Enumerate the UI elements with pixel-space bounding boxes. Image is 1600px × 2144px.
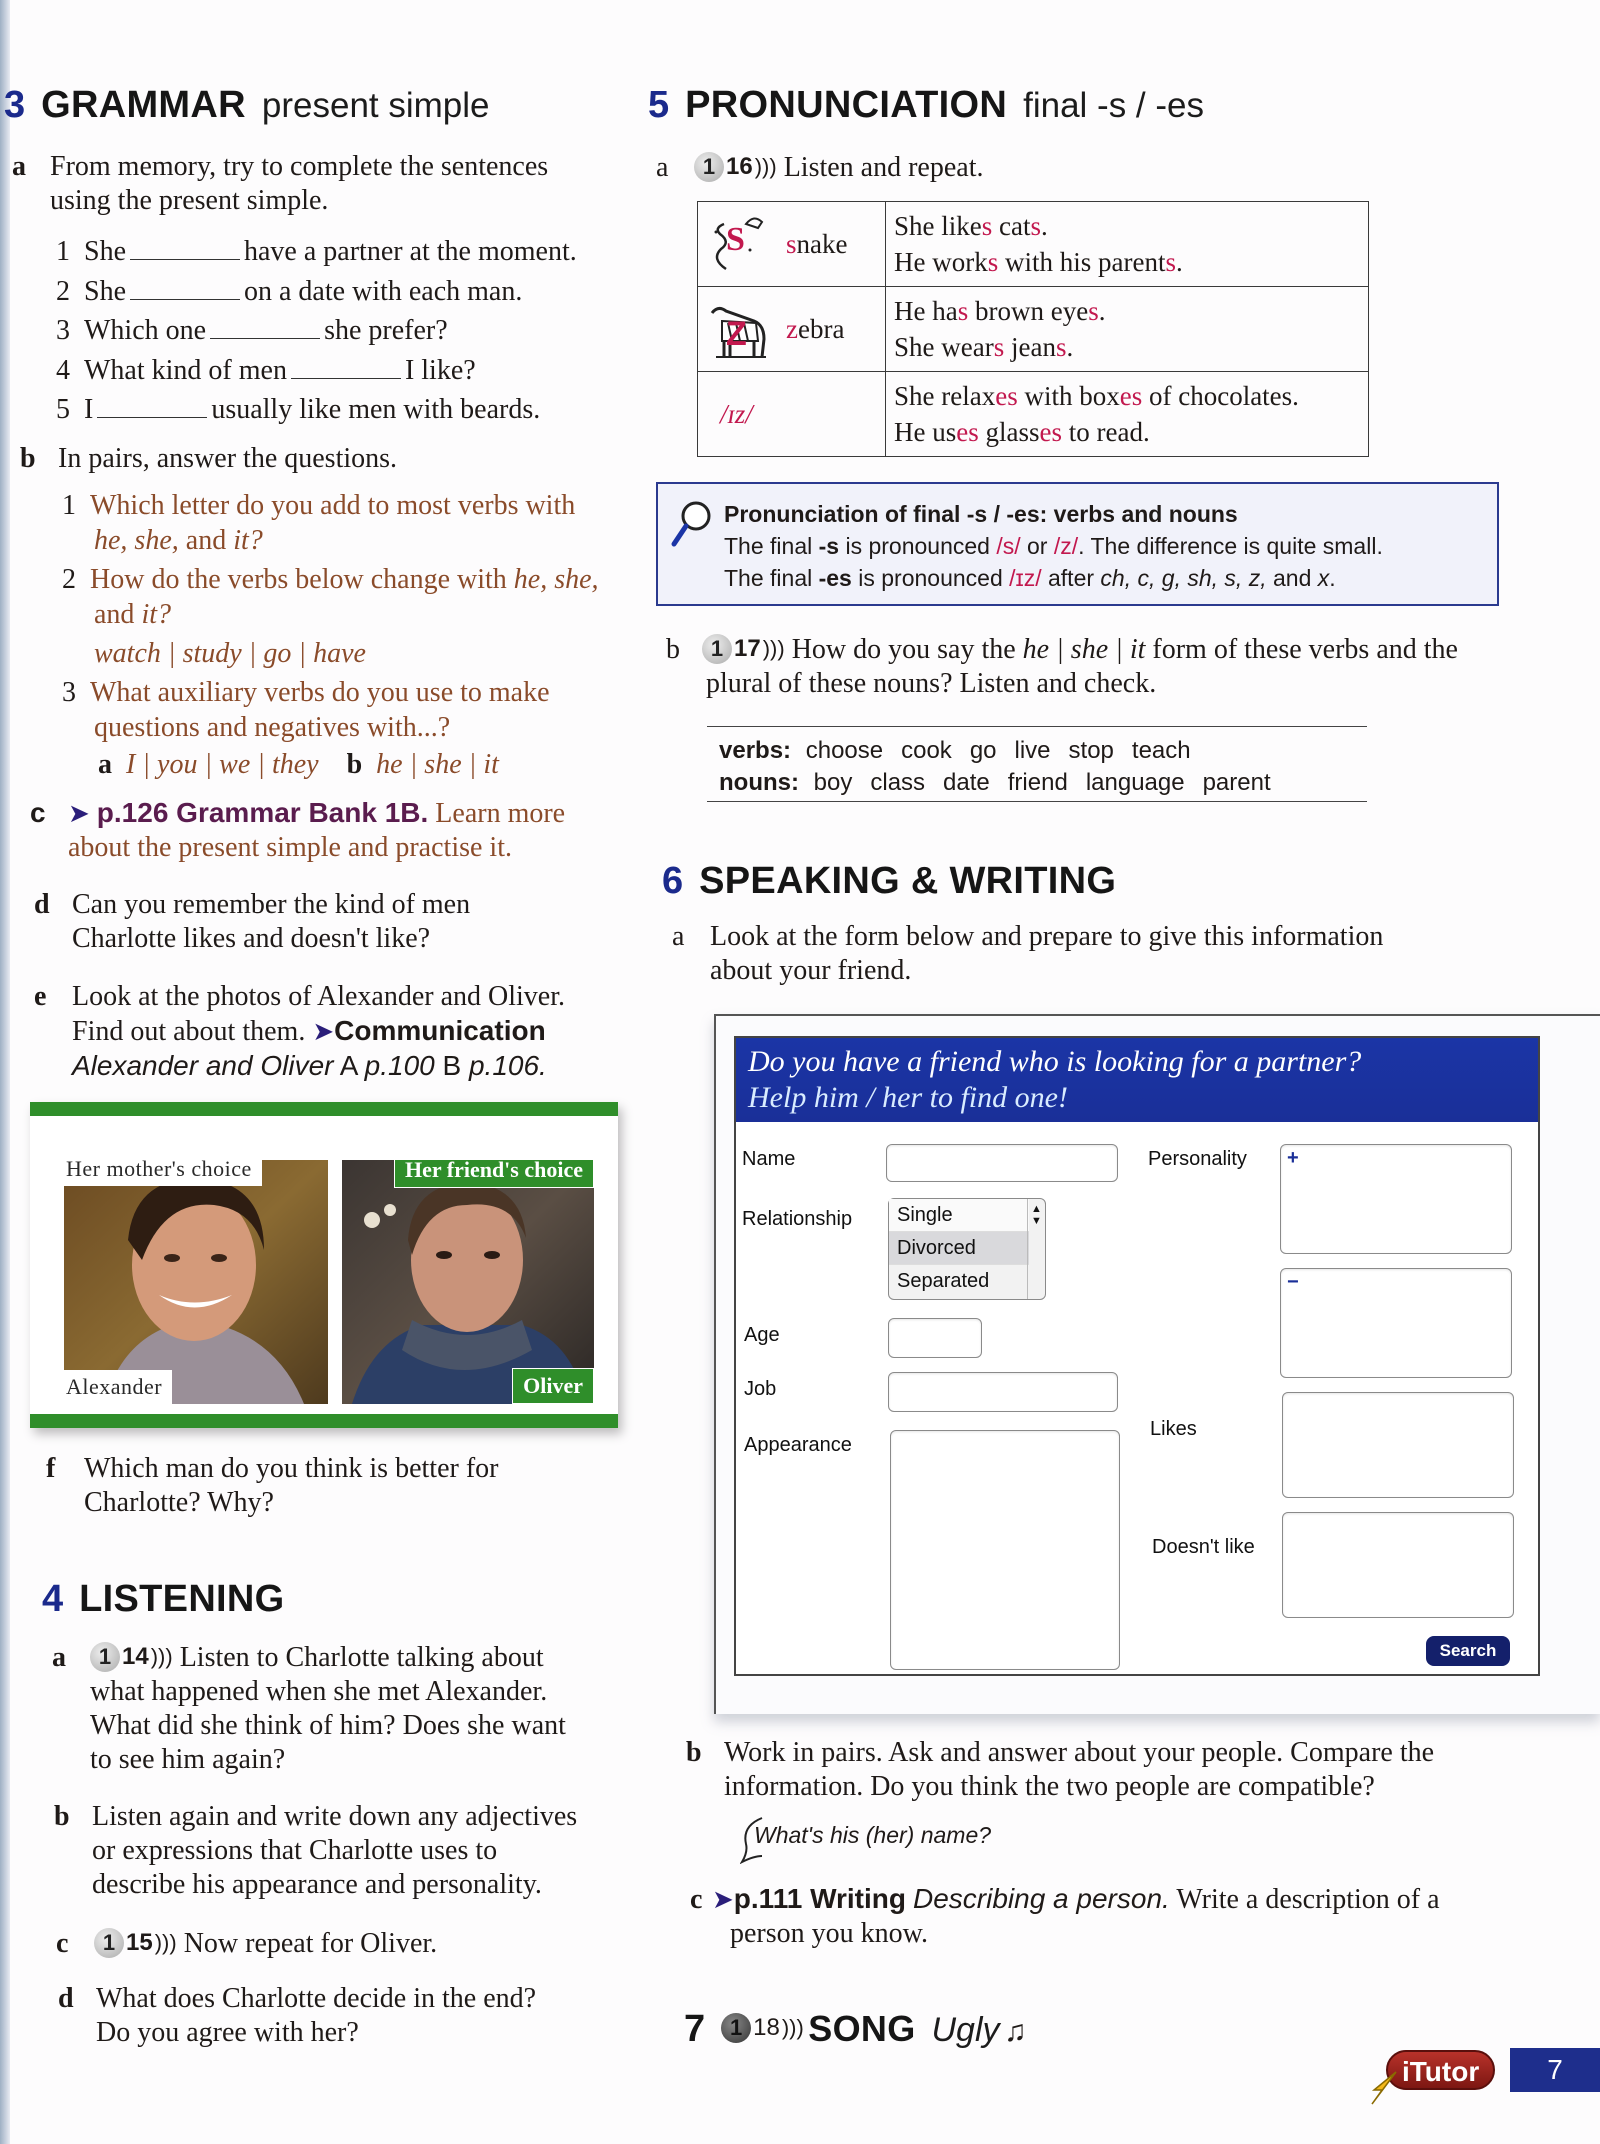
- cd-icon: 1: [90, 1642, 120, 1672]
- example-sentence: She relaxes with boxes of chocolates.: [894, 381, 1299, 411]
- photo-card: [30, 1102, 618, 1428]
- photo-caption: Her friend's choice: [394, 1160, 594, 1188]
- writing-link[interactable]: p.111 Writing: [733, 1883, 906, 1914]
- sound-icon: ))): [781, 2015, 804, 2040]
- answer-blank[interactable]: [97, 417, 207, 418]
- age-field[interactable]: [888, 1318, 982, 1358]
- photo-name: Alexander: [64, 1370, 172, 1404]
- photo-name: Oliver: [512, 1368, 594, 1404]
- cd-icon: 1: [702, 634, 732, 664]
- instruction: In pairs, answer the questions.: [58, 443, 398, 474]
- minus-icon: −: [1287, 1271, 1299, 1293]
- table-row: [698, 372, 1369, 457]
- appearance-field[interactable]: [890, 1430, 1120, 1670]
- audio-track-button[interactable]: 1 15))): [94, 1926, 177, 1960]
- arrow-icon: ➤: [712, 1885, 734, 1914]
- job-field[interactable]: [888, 1372, 1118, 1412]
- name-field[interactable]: [886, 1144, 1118, 1182]
- listening-c: c 1 15))) Now repeat for Oliver.: [56, 1928, 438, 1959]
- speaking-heading: 6 SPEAKING & WRITING: [662, 860, 1117, 902]
- green-bar: [30, 1102, 618, 1116]
- section-number: 3: [4, 84, 26, 126]
- grammar-b-questions: 1 Which letter do you add to most verbs with he, she, and it? 2 How do the verbs below change with he, she, and it? watch | study | go | have 3 What auxiliary verbs do you use to make questions and negatives with...? a I | you | we | they b he | she | it: [62, 488, 622, 782]
- option-divorced[interactable]: Divorced: [889, 1232, 1029, 1265]
- cd-icon: 1: [721, 2013, 751, 2043]
- pronunciation-b: b 1 17))) How do you say the he | she | it form of these verbs and the plural of these nouns? Listen and check.: [666, 634, 1458, 699]
- rule-line: The final -es is pronounced /ɪz/ after ch, c, g, sh, s, z, and x.: [724, 565, 1336, 591]
- grammar-bank-link[interactable]: p.126 Grammar Bank 1B.: [96, 797, 429, 828]
- gap-fill-item: 1 She have a partner at the moment.: [56, 236, 577, 267]
- age-label: Age: [744, 1324, 780, 1346]
- search-button[interactable]: Search: [1426, 1636, 1510, 1666]
- section-title: GRAMMAR: [41, 84, 246, 126]
- table-row: S snake She likes cats. He works with his parents.: [698, 202, 1369, 287]
- itutor-badge[interactable]: iTutor: [1386, 2050, 1495, 2090]
- gap-fill-item: 2 She on a date with each man.: [56, 275, 523, 307]
- grammar-d: d Can you remember the kind of men Charlotte likes and doesn't like?: [34, 889, 471, 954]
- example-sentence: He works with his parents.: [894, 247, 1183, 277]
- word-list-box: [707, 726, 1367, 802]
- verbs-row: verbs: choose cook go live stop teach: [719, 737, 1191, 764]
- phonetic-symbol: /ɪz/: [720, 399, 753, 429]
- personality-positive-field[interactable]: [1280, 1144, 1512, 1254]
- pronunciation-a: a 1 16))) Listen and repeat.: [656, 152, 984, 183]
- rule-line: The final -s is pronounced /s/ or /z/. The difference is quite small.: [724, 533, 1383, 559]
- instruction: From memory, try to complete the sentences: [50, 151, 549, 182]
- speaking-c: c ➤p.111 Writing Describing a person. Write a description of a person you know.: [690, 1883, 1440, 1949]
- example-sentence: She likes cats.: [894, 211, 1048, 241]
- listening-a: a 1 14))) Listen to Charlotte talking about what happened when she met Alexander. What did she think of him? Does she want to see him again?: [52, 1642, 566, 1775]
- speech-bubble-icon: [740, 1816, 770, 1864]
- speech-bubble: What's his (her) name?: [754, 1822, 991, 1849]
- answer-blank[interactable]: [130, 259, 240, 260]
- svg-text:Z: Z: [726, 315, 747, 353]
- grammar-a: [12, 150, 612, 218]
- rule-title: Pronunciation of final -s / -es: verbs and nouns: [724, 501, 1238, 527]
- snake-icon: [706, 214, 772, 274]
- plus-icon: +: [1287, 1147, 1299, 1169]
- gap-fill-item: 4 What kind of men I like?: [56, 354, 476, 386]
- zebra-icon: [706, 299, 772, 359]
- arrow-icon: ➤: [68, 799, 90, 828]
- arrow-icon: ➤: [312, 1017, 335, 1046]
- cd-icon: 1: [94, 1928, 124, 1958]
- oliver-photo: [342, 1160, 594, 1404]
- grammar-f: f Which man do you think is better for Charlotte? Why?: [46, 1453, 499, 1518]
- sound-icon: ))): [150, 1644, 173, 1669]
- relationship-select[interactable]: [888, 1198, 1046, 1300]
- audio-track-button[interactable]: 1 14))): [90, 1640, 173, 1674]
- speaking-b: b Work in pairs. Ask and answer about your people. Compare the information. Do you think the two people are compatible?: [686, 1737, 1435, 1802]
- communication-link[interactable]: Communication: [334, 1015, 546, 1046]
- grammar-a-items: [56, 232, 616, 430]
- answer-blank[interactable]: [291, 378, 401, 379]
- partner-search-form: [734, 1036, 1540, 1676]
- pronunciation-rule-box: [656, 482, 1499, 606]
- grammar-c: c ➤ p.126 Grammar Bank 1B. Learn more about the present simple and practise it.: [30, 797, 566, 863]
- magnifying-glass-icon: [670, 498, 714, 548]
- answer-blank[interactable]: [130, 299, 240, 300]
- music-note-icon: ♫: [1003, 2015, 1027, 2048]
- select-arrows-icon[interactable]: ▲ ▼: [1027, 1199, 1045, 1299]
- likes-label: Likes: [1150, 1418, 1197, 1440]
- personality-label: Personality: [1148, 1148, 1247, 1170]
- speaking-a: a Look at the form below and prepare to give this information about your friend.: [672, 921, 1384, 986]
- exercise-letter: a: [12, 151, 26, 182]
- option-separated[interactable]: Separated: [897, 1270, 990, 1292]
- listening-heading: 4 LISTENING: [42, 1578, 285, 1620]
- answer-blank[interactable]: [210, 338, 320, 339]
- name-label: Name: [742, 1148, 796, 1170]
- personality-negative-field[interactable]: [1280, 1268, 1512, 1378]
- song-heading: 7 1 18))) SONG Ugly ♫: [684, 2008, 1027, 2050]
- gap-fill-item: 3 Which one she prefer?: [56, 315, 448, 346]
- svg-text:S: S: [726, 221, 745, 258]
- table-row: Z zebra He has brown eyes. She wears jeans.: [698, 287, 1369, 372]
- alexander-photo: [64, 1160, 328, 1404]
- listening-b: b Listen again and write down any adjectives or expressions that Charlotte uses to describe his appearance and personality.: [54, 1801, 578, 1900]
- doesnt-like-field[interactable]: [1282, 1512, 1514, 1618]
- listening-d: d What does Charlotte decide in the end? Do you agree with her?: [58, 1983, 537, 2048]
- photo-caption: Her mother's choice: [64, 1160, 262, 1186]
- audio-track-button[interactable]: 1 17))): [702, 632, 785, 666]
- example-sentence: He uses glasses to read.: [894, 417, 1150, 447]
- cursor-arrow-icon: [1368, 2070, 1398, 2106]
- audio-track-button[interactable]: 1 18))): [721, 2013, 804, 2043]
- sound-icon: ))): [154, 1930, 177, 1955]
- option-single[interactable]: Single: [889, 1199, 1029, 1232]
- exercise-letter: b: [20, 443, 36, 474]
- grammar-e: e Look at the photos of Alexander and Oliver. Find out about them. ➤Communication Alexander and Oliver A p.100 B p.106.: [34, 981, 565, 1081]
- man-portrait-image: [64, 1160, 328, 1404]
- audio-track-button[interactable]: 1 16))): [694, 150, 777, 184]
- instruction: using the present simple.: [50, 185, 329, 216]
- relationship-label: Relationship: [742, 1208, 853, 1230]
- page-number: 7: [1510, 2048, 1600, 2092]
- job-label: Job: [744, 1378, 777, 1400]
- example-sentence: He has brown eyes.: [894, 296, 1106, 326]
- pronunciation-table: [697, 201, 1369, 457]
- verb-list: watch | study | go | have: [94, 638, 366, 669]
- section-subtitle: present simple: [261, 86, 490, 125]
- sound-icon: ))): [762, 636, 785, 661]
- nouns-row: nouns: boy class date friend language parent: [719, 769, 1271, 796]
- doesnt-like-label: Doesn't like: [1152, 1536, 1255, 1558]
- cd-icon: 1: [694, 152, 724, 182]
- grammar-heading: [4, 84, 490, 127]
- page-edge: [0, 0, 10, 2144]
- sound-icon: ))): [754, 154, 777, 179]
- pronunciation-heading: 5 PRONUNCIATION final -s / -es: [648, 84, 1204, 126]
- form-header: Do you have a friend who is looking for a partner? Help him / her to find one!: [736, 1038, 1538, 1122]
- likes-field[interactable]: [1282, 1392, 1514, 1498]
- dating-form-screenshot: [714, 1014, 1600, 1714]
- example-sentence: She wears jeans.: [894, 332, 1074, 362]
- appearance-label: Appearance: [744, 1434, 852, 1456]
- grammar-b: [20, 442, 397, 476]
- gap-fill-item: 5 I usually like men with beards.: [56, 394, 541, 425]
- green-bar: [30, 1414, 618, 1428]
